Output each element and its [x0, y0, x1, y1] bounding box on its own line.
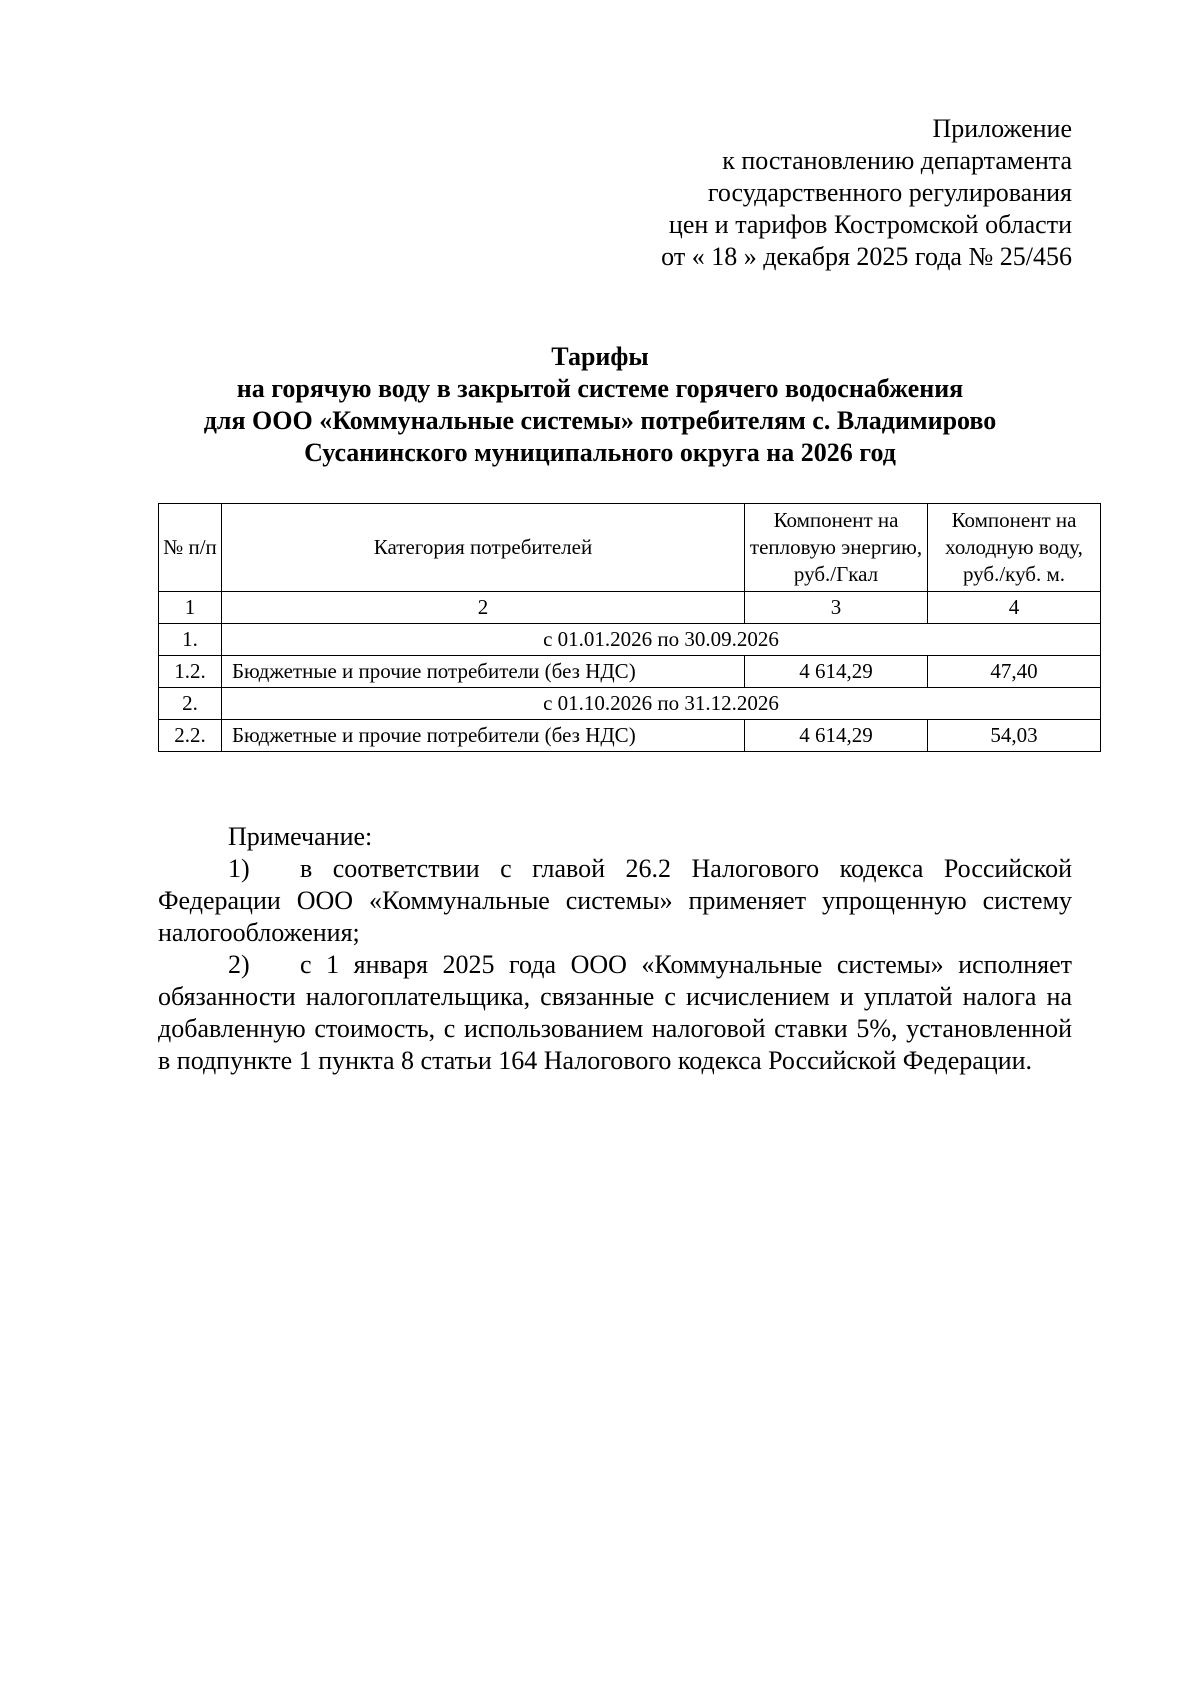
column-number: 2: [222, 592, 745, 624]
row-cold-value: 47,40: [928, 656, 1101, 688]
header-cold-component: Компонент на холодную воду, руб./куб. м.: [928, 504, 1101, 592]
title-line: для ООО «Коммунальные системы» потребителям с. Владимирово: [203, 406, 997, 435]
period-label: с 01.10.2026 по 31.12.2026: [222, 688, 1101, 720]
note-number: 1): [228, 854, 250, 883]
row-num: 1.2.: [159, 656, 222, 688]
table-row: [159, 656, 1101, 688]
row-heat-value: 4 614,29: [745, 656, 928, 688]
notes-block: [158, 821, 1072, 1077]
document-title: [130, 341, 1070, 469]
period-row: [159, 688, 1101, 720]
header-category: Категория потребителей: [222, 504, 745, 592]
row-cold-value: 54,03: [928, 720, 1101, 752]
appendix-line: цен и тарифов Костромской области: [668, 210, 1072, 239]
row-category: Бюджетные и прочие потребители (без НДС): [222, 720, 745, 752]
period-label: с 01.01.2026 по 30.09.2026: [222, 624, 1101, 656]
appendix-line: от « 18 » декабря 2025 года № 25/456: [661, 242, 1072, 271]
header-num: № п/п: [159, 504, 222, 592]
appendix-block: [512, 113, 1072, 273]
note-number: 2): [228, 950, 250, 979]
title-line: Тарифы: [551, 342, 649, 371]
title-line: Сусанинского муниципального округа на 2026 год: [304, 438, 896, 467]
appendix-line: государственного регулирования: [707, 178, 1072, 207]
column-number: 3: [745, 592, 928, 624]
note-text: в соответствии с главой 26.2 Налогового кодекса Российской Федерации ООО «Коммунальные системы» применяет упрощенную систему налогообложения;: [158, 854, 1072, 947]
row-heat-value: 4 614,29: [745, 720, 928, 752]
row-category: Бюджетные и прочие потребители (без НДС): [222, 656, 745, 688]
table-header-row: [159, 504, 1101, 592]
title-line: на горячую воду в закрытой системе горячего водоснабжения: [236, 374, 964, 403]
column-number: 1: [159, 592, 222, 624]
header-heat-component: Компонент на тепловую энергию, руб./Гкал: [745, 504, 928, 592]
tariff-table: [158, 503, 1101, 752]
row-num: 2.2.: [159, 720, 222, 752]
table-row: [159, 720, 1101, 752]
column-number-row: [159, 592, 1101, 624]
note-text: с 1 января 2025 года ООО «Коммунальные системы» исполняет обязанности налогоплательщика, связанные с исчислением и уплатой налога на добавленную стоимость, с использованием налоговой ставки 5%, установленной в подпункте 1 пункта 8 статьи 164 Налогового кодекса Российской Федерации.: [158, 950, 1072, 1075]
period-num: 1.: [159, 624, 222, 656]
appendix-line: к постановлению департамента: [722, 146, 1072, 175]
appendix-line: Приложение: [932, 114, 1072, 143]
period-num: 2.: [159, 688, 222, 720]
note-item: [158, 853, 1072, 949]
period-row: [159, 624, 1101, 656]
column-number: 4: [928, 592, 1101, 624]
note-item: [158, 949, 1072, 1077]
notes-heading: Примечание:: [228, 822, 373, 851]
